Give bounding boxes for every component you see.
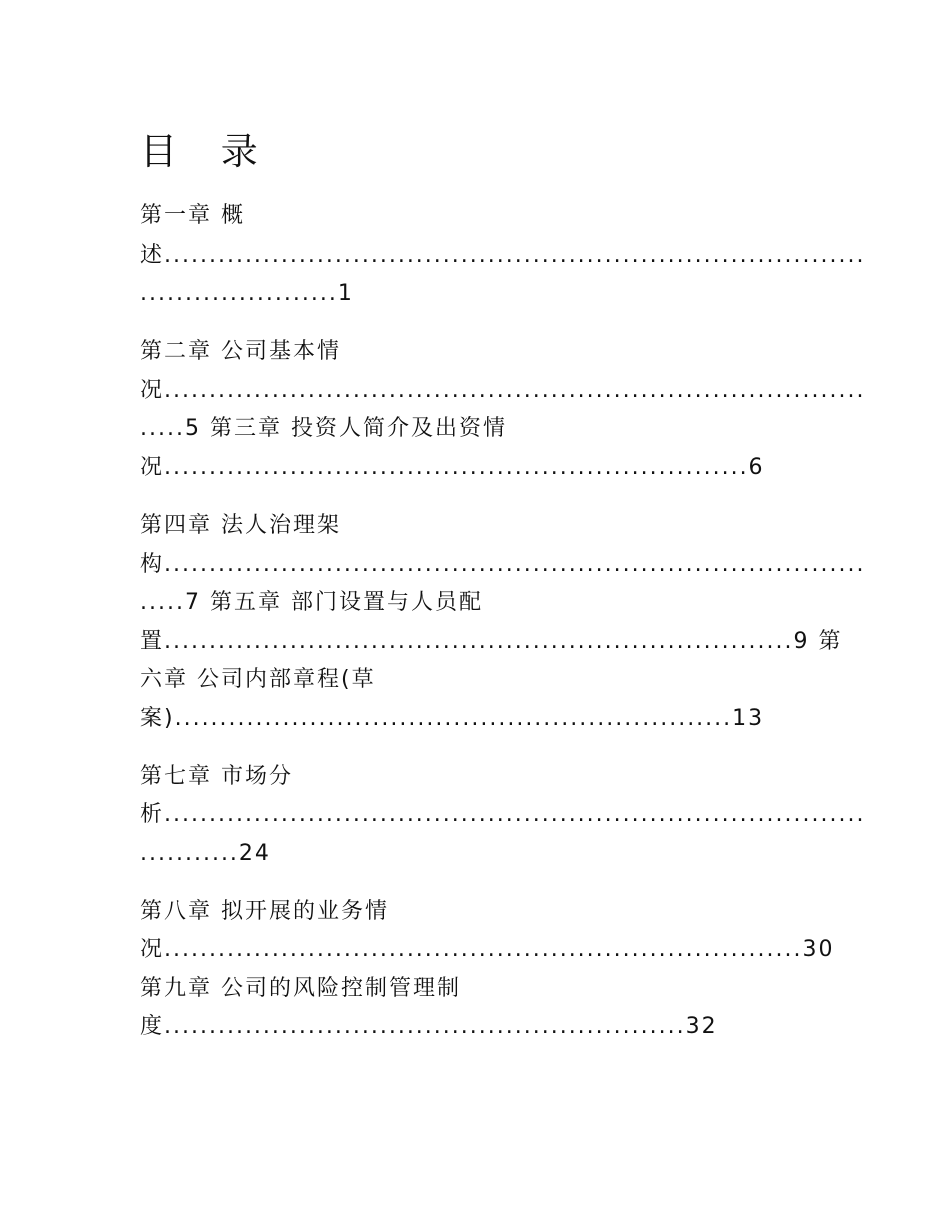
toc-line: ......................1 xyxy=(140,281,354,306)
toc-line: 况.......................................................................30 xyxy=(140,937,835,962)
toc-line: 第四章 法人治理架 xyxy=(140,513,341,538)
toc-line: 析.............................................................................. xyxy=(140,802,866,827)
toc-line: 案)..............................................................13 xyxy=(140,706,765,731)
toc-line: ...........24 xyxy=(140,841,271,866)
toc-line: 第七章 市场分 xyxy=(140,764,293,789)
toc-line: 况.................................................................6 xyxy=(140,455,765,480)
toc-line: 第二章 公司基本情 xyxy=(140,339,341,364)
toc-line: .....5 第三章 投资人简介及出资情 xyxy=(140,416,507,441)
toc-line: 构.............................................................................. xyxy=(140,552,866,577)
toc-line: 述.............................................................................. xyxy=(140,243,866,268)
page-title: 目 录 xyxy=(140,130,274,173)
toc-line: .....7 第五章 部门设置与人员配 xyxy=(140,590,483,615)
toc-line: 置......................................................................9 第 xyxy=(140,629,843,654)
toc-line: 度..........................................................32 xyxy=(140,1014,718,1039)
toc-line: 第一章 概 xyxy=(140,203,245,228)
toc-line: 况.............................................................................. xyxy=(140,378,866,403)
toc-line: 第九章 公司的风险控制管理制 xyxy=(140,976,461,1001)
toc-line: 六章 公司内部章程(草 xyxy=(140,667,376,692)
toc-line: 第八章 拟开展的业务情 xyxy=(140,899,389,924)
